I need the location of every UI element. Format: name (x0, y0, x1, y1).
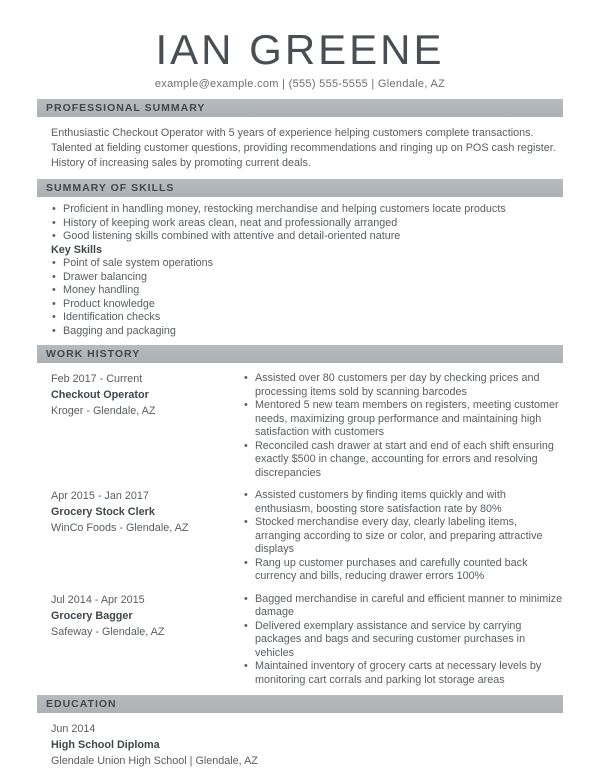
job-entry (51, 488, 563, 584)
work-history-jobs (51, 371, 563, 687)
resume-header (37, 28, 563, 91)
job-entry (51, 592, 563, 688)
section-education (37, 695, 563, 769)
section-professional-summary (37, 99, 563, 171)
job-meta (51, 371, 243, 480)
contact-line: example@example.com | (555) 555-5555 | Glendale, AZ (154, 78, 446, 90)
key-skill-item: • Drawer balancing (51, 271, 563, 285)
job-entry (51, 371, 563, 480)
section-summary-of-skills (37, 179, 563, 338)
key-skill-item: • Product knowledge (51, 298, 563, 312)
job-bullet-item: • Bagged merchandise in careful and efficient manner to minimize damage (243, 593, 563, 620)
job-bullet-item: • Reconciled cash drawer at start and end of each shift ensuring exactly $500 in change, accounting for errors and resolving discrepancies (243, 440, 563, 481)
job-bullet-item: • Assisted customers by finding items quickly and with enthusiasm, boosting store satisfaction rate by 80% (243, 489, 563, 516)
skills-highlight-list (51, 203, 563, 244)
job-bullet-item: • Maintained inventory of grocery carts at necessary levels by monitoring cart corrals and parking lot storage areas (243, 660, 563, 687)
job-dates: Jul 2014 - Apr 2015 (51, 593, 145, 606)
job-company: Safeway - Glendale, AZ (51, 625, 165, 638)
education-entry (51, 721, 563, 769)
work-history-title: WORK HISTORY (46, 348, 141, 360)
job-bullet-list (243, 489, 563, 584)
key-skill-item: • Point of sale system operations (51, 257, 563, 271)
job-meta (51, 488, 243, 584)
job-bullet-item: • Mentored 5 new team members on registers, meeting customer needs, maximizing group performance and maintaining high satisfaction with customers (243, 399, 563, 440)
job-bullet-item: • Assisted over 80 customers per day by checking prices and processing items sold by scanning barcodes (243, 372, 563, 399)
skill-highlight-item: • Proficient in handling money, restocking merchandise and helping customers locate products (51, 203, 563, 217)
job-title: Grocery Bagger (51, 609, 133, 622)
key-skills-list (51, 257, 563, 338)
section-work-history (37, 345, 563, 687)
job-bullet-list (243, 372, 563, 480)
job-title: Checkout Operator (51, 389, 149, 401)
education-title: EDUCATION (46, 698, 117, 710)
job-title: Grocery Stock Clerk (51, 506, 155, 518)
job-company: WinCo Foods - Glendale, AZ (51, 522, 189, 534)
job-dates: Feb 2017 - Current (51, 373, 143, 385)
key-skills-label: Key Skills (51, 243, 103, 256)
job-bullet-list (243, 593, 563, 688)
education-dates: Jun 2014 (51, 723, 96, 735)
job-company: Kroger - Glendale, AZ (51, 405, 156, 417)
key-skill-item: • Identification checks (51, 311, 563, 325)
key-skill-item: • Money handling (51, 284, 563, 298)
education-header-bar (37, 695, 563, 713)
job-meta (51, 592, 243, 688)
professional-summary-header-bar (37, 99, 563, 117)
education-school: Glendale Union High School | Glendale, AZ (51, 755, 258, 767)
job-dates: Apr 2015 - Jan 2017 (51, 490, 149, 502)
key-skill-item: • Bagging and packaging (51, 325, 563, 339)
work-history-header-bar (37, 345, 563, 363)
job-bullet-item: • Delivered exemplary assistance and service by carrying packages and bags and securing customer purchases in vehicles (243, 620, 563, 661)
professional-summary-title: PROFESSIONAL SUMMARY (46, 102, 206, 114)
candidate-name: IAN GREENE (155, 26, 445, 73)
education-degree: High School Diploma (51, 739, 160, 751)
skill-highlight-item: • Good listening skills combined with attentive and detail-oriented nature (51, 230, 563, 244)
skill-highlight-item: • History of keeping work areas clean, neat and professionally arranged (51, 217, 563, 231)
summary-of-skills-title: SUMMARY OF SKILLS (46, 182, 175, 194)
summary-of-skills-header-bar (37, 179, 563, 197)
professional-summary-text: Enthusiastic Checkout Operator with 5 years of experience helping customers complete transactions. Talented at fielding customer questions, providing recommendations and ringing up on POS cash register. History of increasing sales by promoting current deals. (51, 127, 556, 169)
job-bullet-item: • Stocked merchandise every day, clearly labeling items, arranging according to size or color, and preparing attractive displays (243, 516, 563, 557)
job-bullet-item: • Rang up customer purchases and carefully counted back currency and bills, reducing drawer errors 100% (243, 557, 563, 584)
